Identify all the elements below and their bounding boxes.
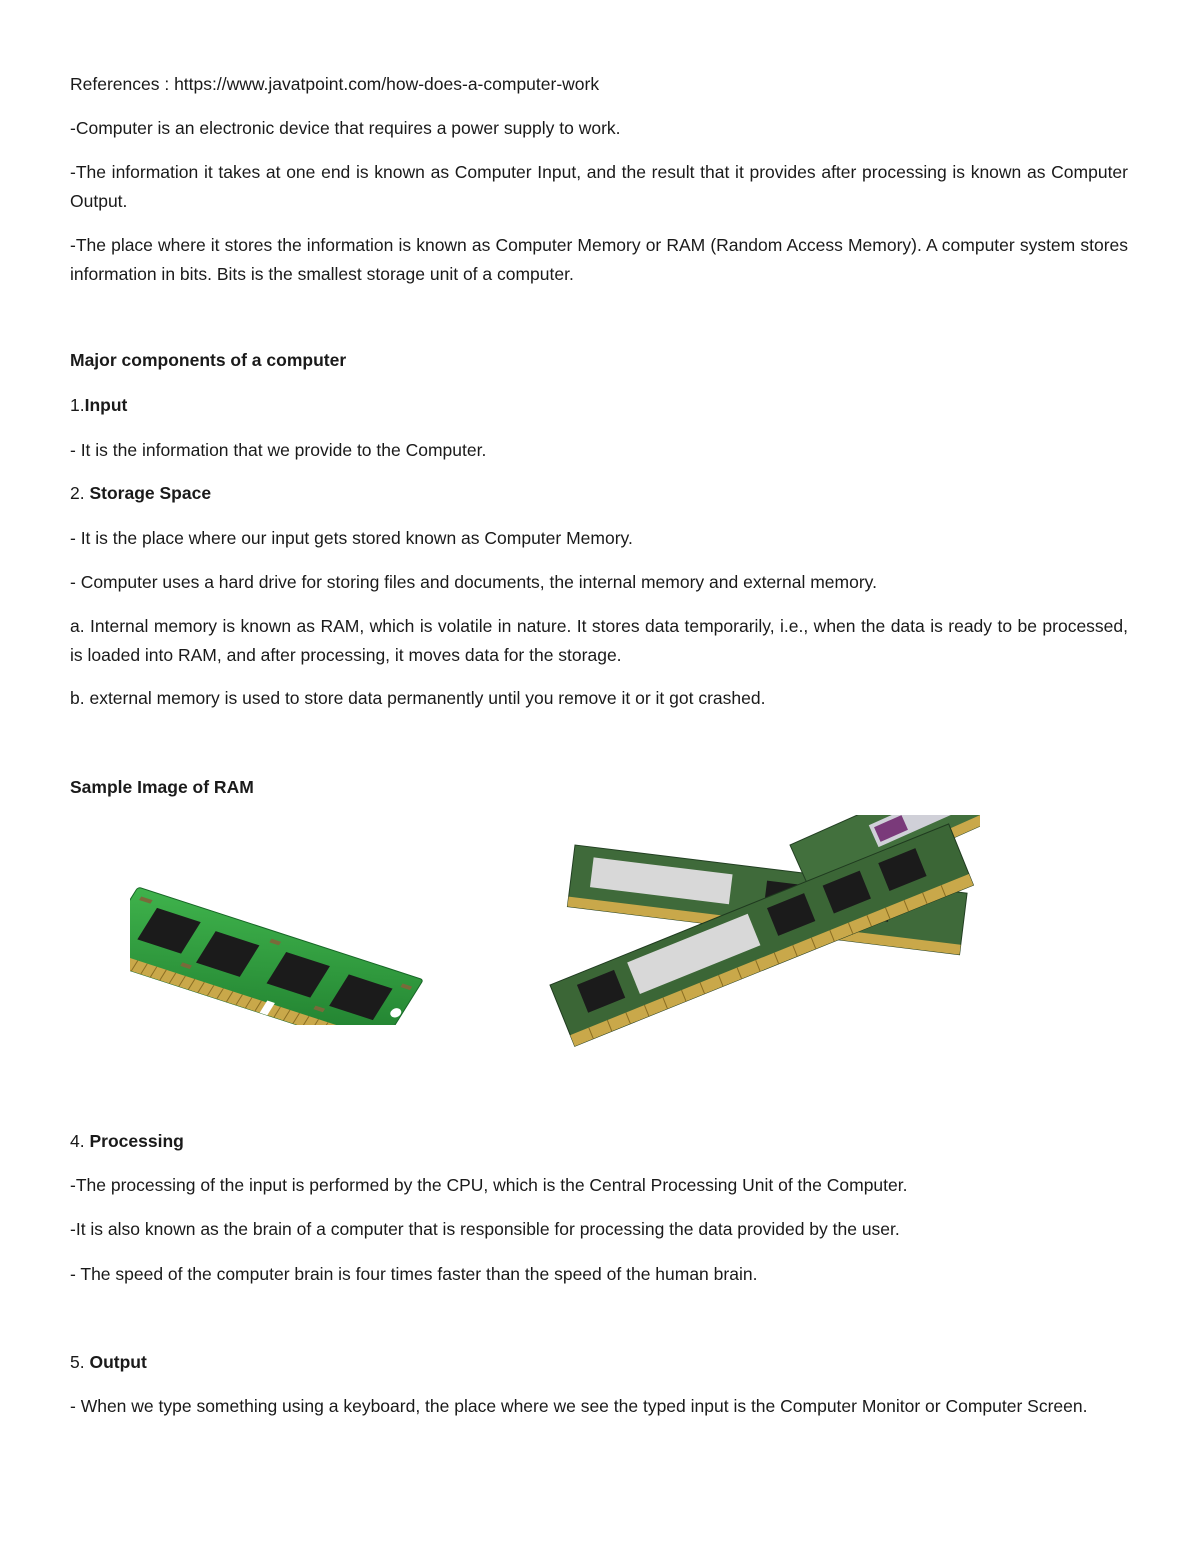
input-line-1: - It is the information that we provide to the Computer. [70,440,487,460]
output-line-1: - When we type something using a keyboard, the place where we see the typed input is the Computer Monitor or Computer Screen. [70,1396,1088,1416]
storage-title: Storage Space [89,483,212,503]
input-heading [70,391,1128,420]
storage-line-2: - Computer uses a hard drive for storing files and documents, the internal memory and external memory. [70,572,877,592]
storage-heading [70,479,1128,508]
desktop-ram-image [540,815,980,1070]
major-components-heading: Major components of a computer [70,350,347,370]
processing-title: Processing [89,1131,184,1151]
intro-line-1: -Computer is an electronic device that requires a power supply to work. [70,118,621,138]
processing-line-2: -It is also known as the brain of a computer that is responsible for processing the data provided by the user. [70,1219,900,1239]
desktop-ram-modules-icon [540,815,980,1070]
processing-line-1: -The processing of the input is performed by the CPU, which is the Central Processing Unit of the Computer. [70,1175,908,1195]
storage-number: 2. [70,483,85,503]
storage-line-3: a. Internal memory is known as RAM, which is volatile in nature. It stores data temporarily, i.e., when the data is ready to be processed, is loaded into RAM, and after processing, it moves data for the storage. [70,616,1128,665]
output-number: 5. [70,1352,85,1372]
laptop-ram-module-icon [130,815,465,1025]
storage-line-4: b. external memory is used to store data permanently until you remove it or it got crashed. [70,688,766,708]
input-title: Input [84,395,128,415]
references-line: References : https://www.javatpoint.com/how-does-a-computer-work [70,74,600,94]
processing-number: 4. [70,1131,85,1151]
intro-line-3: -The place where it stores the information is known as Computer Memory or RAM (Random Access Memory). A computer system stores information in bits. Bits is the smallest storage unit of a computer. [70,235,1128,284]
processing-heading [70,1127,1128,1156]
processing-line-3: - The speed of the computer brain is four times faster than the speed of the human brain. [70,1264,758,1284]
intro-line-2: -The information it takes at one end is known as Computer Input, and the result that it provides after processing is known as Computer Output. [70,162,1128,211]
laptop-ram-image [130,815,465,1025]
storage-line-1: - It is the place where our input gets stored known as Computer Memory. [70,528,633,548]
output-heading [70,1348,1128,1377]
ram-images-heading: Sample Image of RAM [70,777,254,797]
output-title: Output [89,1352,147,1372]
input-number: 1. [70,395,85,415]
